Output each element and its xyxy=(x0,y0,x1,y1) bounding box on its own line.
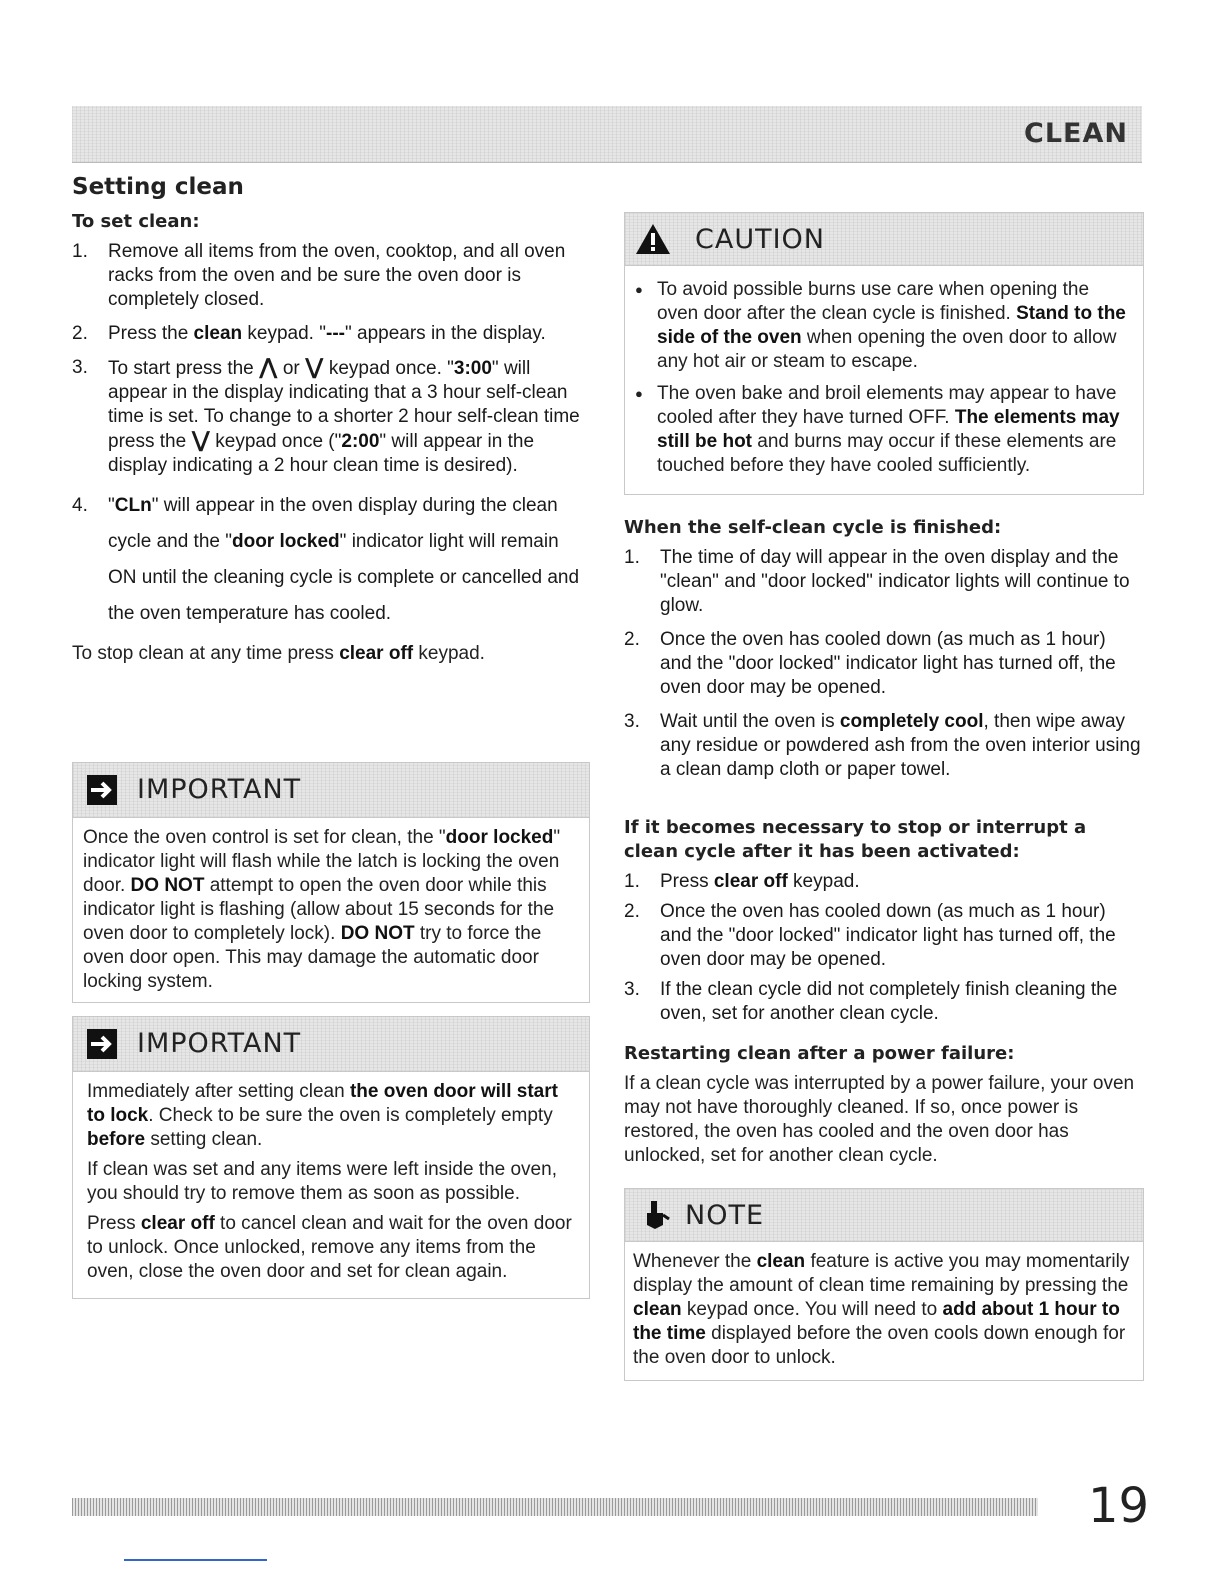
list-item: 2. Once the oven has cooled down (as much as 1 hour) and the "door locked" indicator light has turned off, the oven door may be opened. xyxy=(624,901,1116,970)
interrupt-steps xyxy=(624,870,1142,1026)
interrupt-section xyxy=(624,816,1142,1036)
finished-heading: When the self-clean cycle is finished: xyxy=(624,517,1002,538)
section-title-clean: CLEAN xyxy=(1024,118,1128,149)
list-item: 2. Press the clean keypad. "---" appears in the display. xyxy=(72,323,546,344)
warning-triangle-icon xyxy=(635,223,671,260)
page-number: 19 xyxy=(1088,1478,1150,1534)
list-item: ● The oven bake and broil elements may appear to have cooled after they have turned OFF. The elements may still be hot and burns may occur if these elements are touched before they have cooled sufficiently. xyxy=(635,382,1133,478)
arrow-right-icon xyxy=(87,775,123,810)
list-item: 3. To start press the ⋀ or ⋁ keypad once. "3:00" will appear in the display indicating that a 3 hour self-clean time is set. To change to a shorter 2 hour self-clean time press the ⋁ keypad once ("2:00" will appear in the display indicating a 2 hour clean time is desired). xyxy=(72,355,580,476)
down-arrow-icon: ⋁ xyxy=(305,355,324,380)
stop-clean-text: To stop clean at any time press clear off keypad. xyxy=(72,643,485,664)
down-arrow-icon: ⋁ xyxy=(191,428,210,453)
pointing-hand-icon xyxy=(643,1199,671,1236)
list-item: 4. "CLn" will appear in the oven display during the clean cycle and the "door locked" indicator light will remain ON until the cleaning cycle is complete or cancelled and the oven temperature has cooled. xyxy=(72,495,580,624)
caution-label: CAUTION xyxy=(695,224,825,255)
finished-section xyxy=(624,516,1142,792)
important-text: Immediately after setting clean the oven door will start to lock. Check to be sure the oven is completely empty before setting clean. If clean was set and any items were left inside the oven, you should try to remove them as soon as possible. Press clear off to cancel clean and wait for the oven door to unlock. Once unlocked, remove any items from the oven, close the oven door and set for clean again. xyxy=(87,1081,572,1282)
divider xyxy=(124,1559,267,1561)
note-box xyxy=(624,1188,1144,1381)
important-label: IMPORTANT xyxy=(137,1028,302,1059)
list-item: ● To avoid possible burns use care when opening the oven door after the clean cycle is finished. Stand to the side of the oven when opening the oven door to allow any hot air or steam to escape. xyxy=(635,278,1133,374)
list-item: 3. Wait until the oven is completely cool, then wipe away any residue or powdered ash from the oven interior using a clean damp cloth or paper towel. xyxy=(624,711,1141,780)
note-label: NOTE xyxy=(685,1200,765,1231)
section-banner xyxy=(72,106,1142,163)
note-header xyxy=(625,1189,1143,1242)
list-item: 1. Press clear off keypad. xyxy=(624,871,860,892)
caution-header xyxy=(625,213,1143,266)
restart-text: If a clean cycle was interrupted by a power failure, your oven may not have thoroughly cleaned. If so, once power is restored, the oven has cooled and the oven door has unlocked, set for another clean cycle. xyxy=(624,1073,1135,1166)
list-item: 3. If the clean cycle did not completely finish cleaning the oven, set for another clean cycle. xyxy=(624,979,1118,1024)
to-set-clean-subheading: To set clean: xyxy=(72,211,200,232)
finished-steps xyxy=(624,546,1142,782)
list-item: 1. Remove all items from the oven, cooktop, and all oven racks from the oven and be sure the oven door is completely closed. xyxy=(72,241,566,310)
up-arrow-icon: ⋀ xyxy=(259,355,278,380)
interrupt-heading: If it becomes necessary to stop or interrupt a clean cycle after it has been activated: xyxy=(624,817,1087,862)
list-item: 2. Once the oven has cooled down (as much as 1 hour) and the "door locked" indicator light has turned off, the oven door may be opened. xyxy=(624,629,1116,698)
setting-clean-heading: Setting clean xyxy=(72,174,244,200)
caution-box xyxy=(624,212,1144,495)
restart-section xyxy=(624,1042,1142,1168)
important-header xyxy=(73,763,589,818)
set-clean-steps xyxy=(72,240,588,632)
list-item: 1. The time of day will appear in the oven display and the "clean" and "door locked" indicator lights will continue to glow. xyxy=(624,547,1130,616)
important-label: IMPORTANT xyxy=(137,774,302,805)
caution-text xyxy=(625,266,1143,494)
restart-heading: Restarting clean after a power failure: xyxy=(624,1043,1015,1064)
important-text: Once the oven control is set for clean, the "door locked" indicator light will flash while the latch is locking the oven door. DO NOT attempt to open the oven door while this indicator light is flashing (allow about 15 seconds for the oven door to completely lock). DO NOT try to force the oven door open. This may damage the automatic door locking system. xyxy=(83,827,561,992)
footer-bar xyxy=(72,1498,1038,1516)
arrow-right-icon xyxy=(87,1029,123,1064)
left-column xyxy=(72,174,588,666)
note-text: Whenever the clean feature is active you may momentarily display the amount of clean time remaining by pressing the clean keypad once. You will need to add about 1 hour to the time displayed before the oven cools down enough for the oven door to unlock. xyxy=(633,1251,1130,1368)
important-box-1 xyxy=(72,762,590,1003)
important-header xyxy=(73,1017,589,1072)
important-box-2 xyxy=(72,1016,590,1299)
